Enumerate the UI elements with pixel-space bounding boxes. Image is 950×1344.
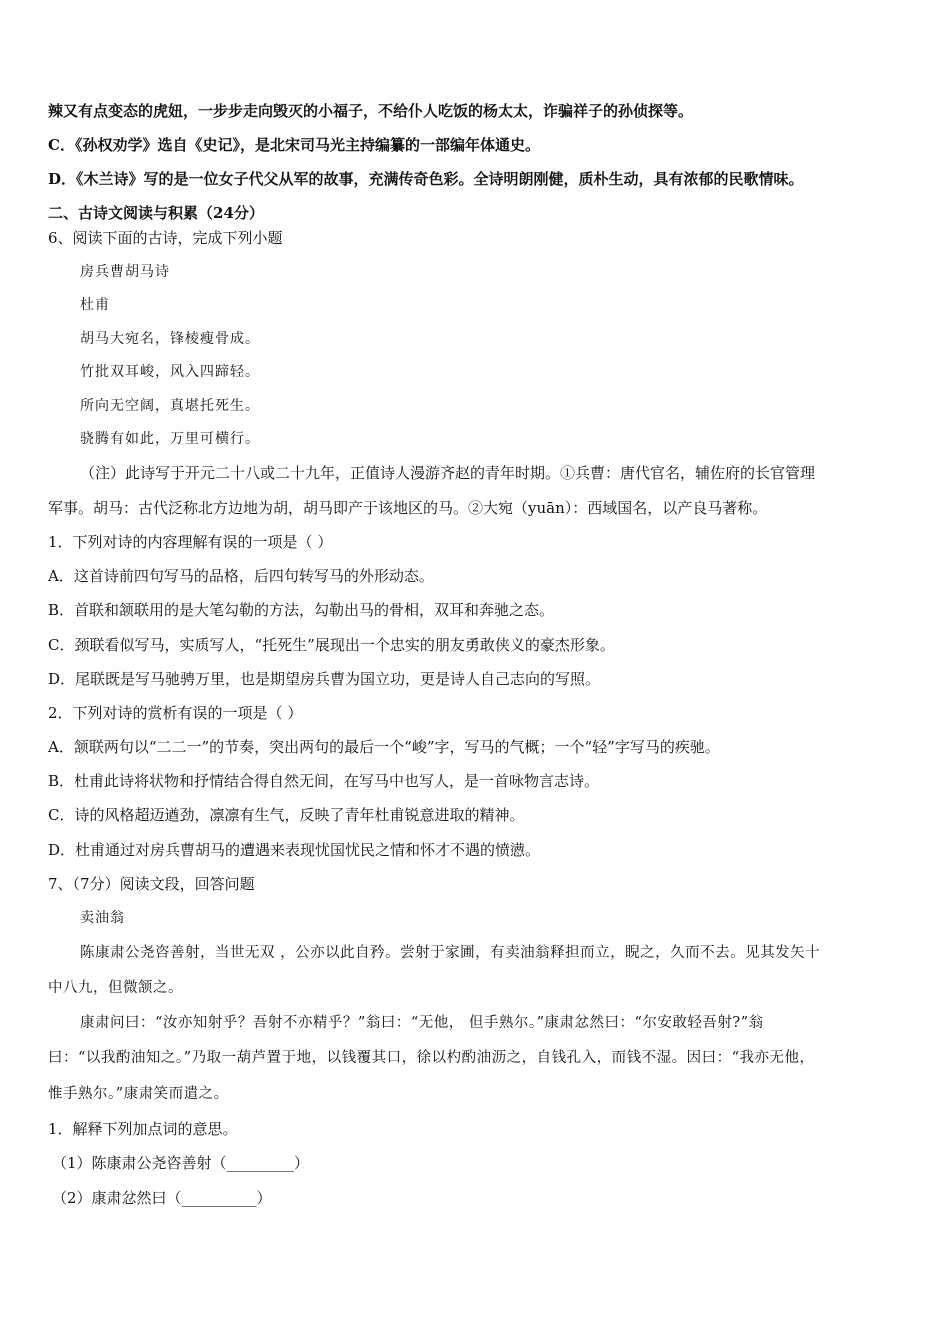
q6-sub1-stem: 1．下列对诗的内容理解有误的一项是（ ） [48,533,333,551]
q7-blank-2: （2）康肃忿然曰（__________） [52,1189,272,1207]
q6-prompt: 6、阅读下面的古诗，完成下列小题 [48,229,283,247]
q6-sub2-option-a: A．颔联两句以“二二一”的节奏，突出两句的最后一个“峻”字，写马的气概；一个“轻”字写马的疾驰。 [48,738,720,756]
q6-sub1-option-b: B．首联和颔联用的是大笔勾勒的方法，勾勒出马的骨相，双耳和奔驰之态。 [48,601,555,619]
poem-line-1: 胡马大宛名，锋棱瘦骨成。 [80,331,260,347]
q6-sub1-option-d: D．尾联既是写马驰骋万里，也是期望房兵曹为国立功，更是诗人自己志向的写照。 [48,670,601,688]
q7-para1-line-2: 中八九，但微颔之。 [48,980,183,996]
q6-sub2-option-d: D．杜甫通过对房兵曹胡马的遭遇来表现忧国忧民之情和怀才不遇的愤懑。 [48,841,541,859]
q7-blank-1: （1）陈康肃公尧咨善射（_________） [52,1154,310,1172]
bold-line-2: C．《孙权劝学》选自《史记》，是北宋司马光主持编纂的一部编年体通史。 [48,136,540,154]
q6-sub2-stem: 2．下列对诗的赏析有误的一项是（ ） [48,704,303,722]
q7-prompt: 7、（7分）阅读文段，回答问题 [48,875,255,893]
q7-sub1-stem: 1．解释下列加点词的意思。 [48,1120,238,1138]
poem-note-line-2: 军事。胡马：古代泛称北方边地为胡，胡马即产于该地区的马。②大宛（yuān）：西域国名，以产良马著称。 [48,499,768,517]
poet-name: 杜甫 [80,297,110,313]
q7-para1-line-1: 陈康肃公尧咨善射，当世无双 ，公亦以此自矜。尝射于家圃，有卖油翁释担而立，睨之，久而不去。见其发矢十 [80,945,821,961]
bold-line-1: 辣又有点变态的虎妞，一步步走向毁灭的小福子，不给仆人吃饭的杨太太，诈骗祥子的孙侦探等。 [48,102,694,120]
poem-title: 房兵曹胡马诗 [80,264,170,280]
poem-line-3: 所向无空阔，真堪托死生。 [80,398,260,414]
q6-sub2-option-c: C．诗的风格超迈遒劲，凛凛有生气，反映了青年杜甫锐意进取的精神。 [48,806,525,824]
q6-sub1-option-a: A．这首诗前四句写马的品格，后四句转写马的外形动态。 [48,567,434,585]
q7-para2-line-3: 惟手熟尔。”康肃笑而遣之。 [48,1086,229,1102]
section2-heading: 二、古诗文阅读与积累（24分） [48,204,264,222]
poem-line-2: 竹批双耳峻，风入四蹄轻。 [80,364,260,380]
q7-para2-line-1: 康肃问曰：“汝亦知射乎？吾射不亦精乎？”翁曰：“无他， 但手熟尔。”康肃忿然曰：“尔安敢轻吾射?”翁 [80,1015,764,1031]
bold-line-3: D．《木兰诗》写的是一位女子代父从军的故事，充满传奇色彩。全诗明朗刚健，质朴生动，具有浓郁的民歌情味。 [48,170,804,188]
q7-passage-title: 卖油翁 [80,910,125,926]
poem-line-4: 骁腾有如此，万里可横行。 [80,431,260,447]
q6-sub1-option-c: C．颈联看似写马，实质写人，“托死生”展现出一个忠实的朋友勇敢侠义的豪杰形象。 [48,636,615,654]
poem-note-line-1: （注）此诗写于开元二十八或二十九年，正值诗人漫游齐赵的青年时期。①兵曹：唐代官名，辅佐府的长官管理 [80,464,816,482]
q7-para2-line-2: 曰：“以我酌油知之。”乃取一葫芦置于地，以钱覆其口，徐以杓酌油沥之，自钱孔入，而钱不湿。因曰：“我亦无他， [48,1050,815,1066]
q6-sub2-option-b: B．杜甫此诗将状物和抒情结合得自然无间，在写马中也写人，是一首咏物言志诗。 [48,772,600,790]
